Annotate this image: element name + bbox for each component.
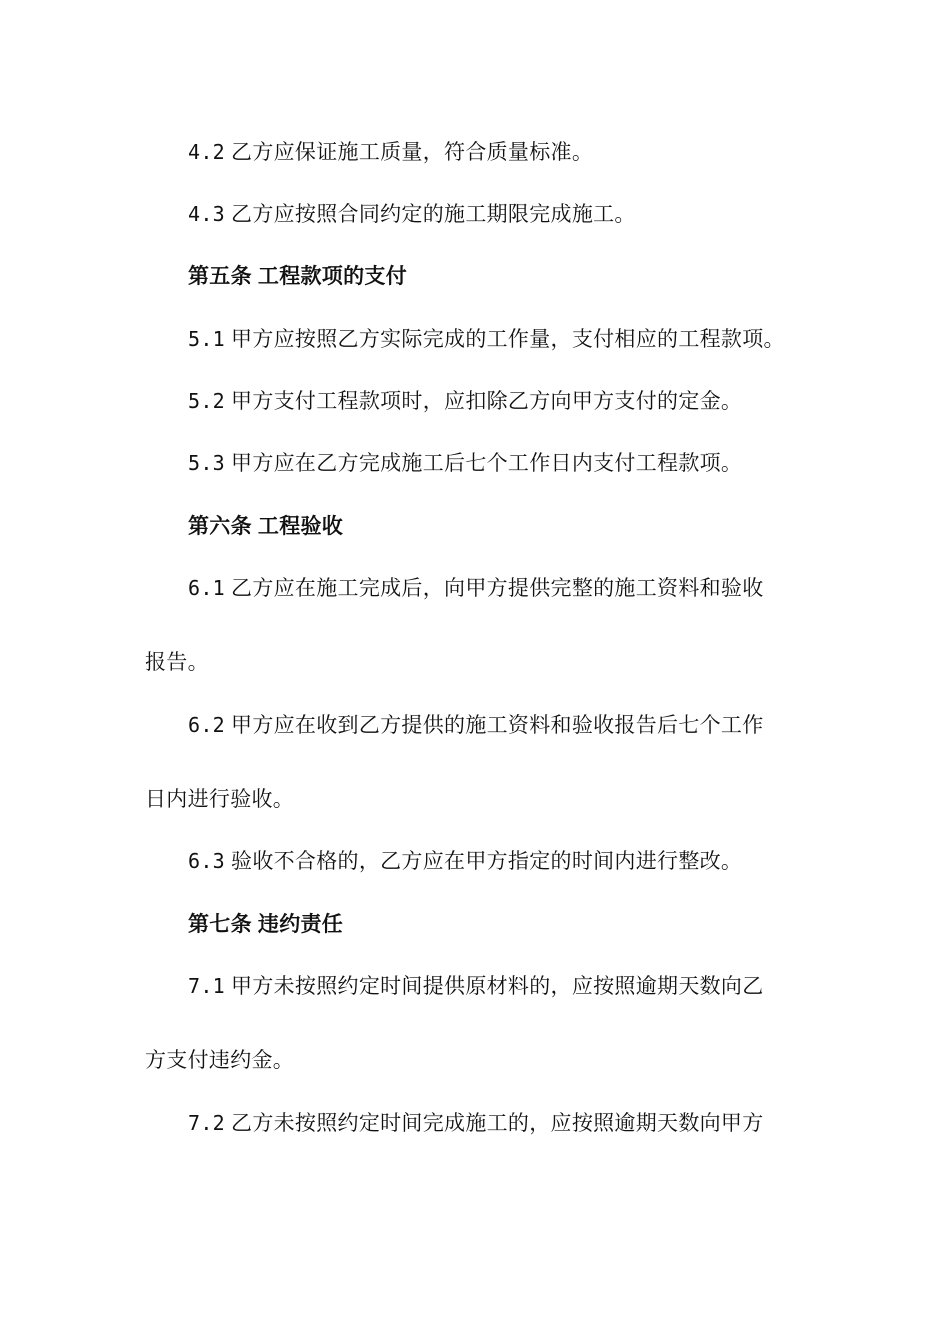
clause-text: 乙方应按照合同约定的施工期限完成施工。 (231, 202, 636, 226)
clause-number: 5.3 (188, 451, 226, 475)
clause-text: 甲方未按照约定时间提供原材料的，应按照逾期天数向乙 (231, 974, 764, 998)
clause-number: 7.1 (188, 974, 226, 998)
clause-text: 甲方应在收到乙方提供的施工资料和验收报告后七个工作 (231, 713, 764, 737)
clause-7-2 (188, 1108, 858, 1138)
clause-number: 6.1 (188, 576, 226, 600)
article-7-heading (188, 909, 858, 939)
clause-text: 甲方应在乙方完成施工后七个工作日内支付工程款项。 (231, 451, 743, 475)
clause-7-1-continuation: 方支付违约金。 (145, 1048, 295, 1072)
clause-number: 6.3 (188, 849, 226, 873)
clause-text: 甲方支付工程款项时，应扣除乙方向甲方支付的定金。 (231, 389, 743, 413)
article-5-heading (188, 261, 858, 291)
article-number: 第七条 (188, 912, 252, 936)
clause-text: 甲方应按照乙方实际完成的工作量，支付相应的工程款项。 (231, 327, 785, 351)
clause-5-2 (188, 386, 858, 416)
clause-4-3 (188, 199, 858, 229)
clause-number: 7.2 (188, 1111, 226, 1135)
article-number: 第五条 (188, 264, 252, 288)
clause-6-3 (188, 846, 858, 876)
clause-6-1-continuation: 报告。 (145, 650, 209, 674)
clause-number: 5.2 (188, 389, 226, 413)
clause-number: 4.3 (188, 202, 226, 226)
clause-number: 5.1 (188, 327, 226, 351)
clause-4-2 (188, 137, 858, 167)
article-title: 工程验收 (257, 514, 344, 538)
article-number: 第六条 (188, 514, 252, 538)
clause-text: 验收不合格的，乙方应在甲方指定的时间内进行整改。 (231, 849, 743, 873)
clause-6-2-continuation: 日内进行验收。 (145, 787, 295, 811)
clause-6-1 (188, 573, 858, 603)
clause-number: 6.2 (188, 713, 226, 737)
clause-text: 乙方应保证施工质量，符合质量标准。 (231, 140, 594, 164)
clause-text: 乙方未按照约定时间完成施工的，应按照逾期天数向甲方 (231, 1111, 764, 1135)
clause-7-1 (188, 971, 858, 1001)
article-6-heading (188, 511, 858, 541)
clause-5-3 (188, 448, 858, 478)
article-title: 工程款项的支付 (257, 264, 408, 288)
clause-text: 乙方应在施工完成后，向甲方提供完整的施工资料和验收 (231, 576, 764, 600)
article-title: 违约责任 (257, 912, 344, 936)
clause-number: 4.2 (188, 140, 226, 164)
clause-5-1 (188, 324, 858, 354)
clause-6-2 (188, 710, 858, 740)
